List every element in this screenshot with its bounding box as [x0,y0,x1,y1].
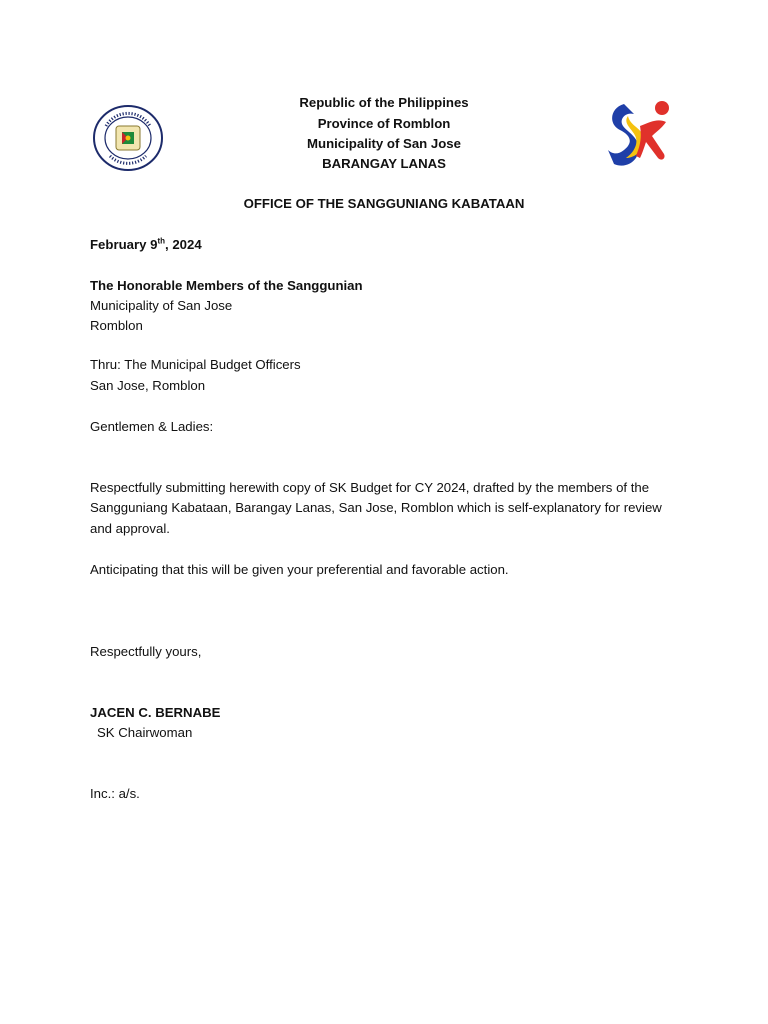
closing: Respectfully yours, [90,644,202,659]
date-prefix: February 9 [90,237,158,252]
date-suffix: th [157,236,165,246]
thru-line-2: San Jose, Romblon [90,378,206,393]
body-paragraph-1: Respectfully submitting herewith copy of SK Budget for CY 2024, drafted by the members of the Sangguniang Kabataan, Barangay Lanas, San Jose, Romblon which is self-explanatory for review and approval. [90,480,662,536]
thru-line-1: Thru: The Municipal Budget Officers [90,357,301,372]
office-title: OFFICE OF THE SANGGUNIANG KABATAAN [243,196,525,211]
addressee-line-1: The Honorable Members of the Sanggunian [90,278,363,293]
addressee-line-3: Romblon [90,318,143,333]
header-line-2: Province of Romblon [317,116,451,131]
enclosure-note: Inc.: a/s. [90,786,140,801]
signatory-name: JACEN C. BERNABE [90,705,221,720]
date-year: , 2024 [165,237,202,252]
header-line-3: Municipality of San Jose [307,136,461,151]
salutation: Gentlemen & Ladies: [90,419,214,434]
header-line-1: Republic of the Philippines [299,95,469,110]
addressee-line-2: Municipality of San Jose [90,298,233,313]
header-line-4: BARANGAY LANAS [322,156,446,171]
letter-date [90,236,202,253]
signatory-title: SK Chairwoman [97,725,193,740]
body-paragraph-2: Anticipating that this will be given your preferential and favorable action. [90,562,509,577]
